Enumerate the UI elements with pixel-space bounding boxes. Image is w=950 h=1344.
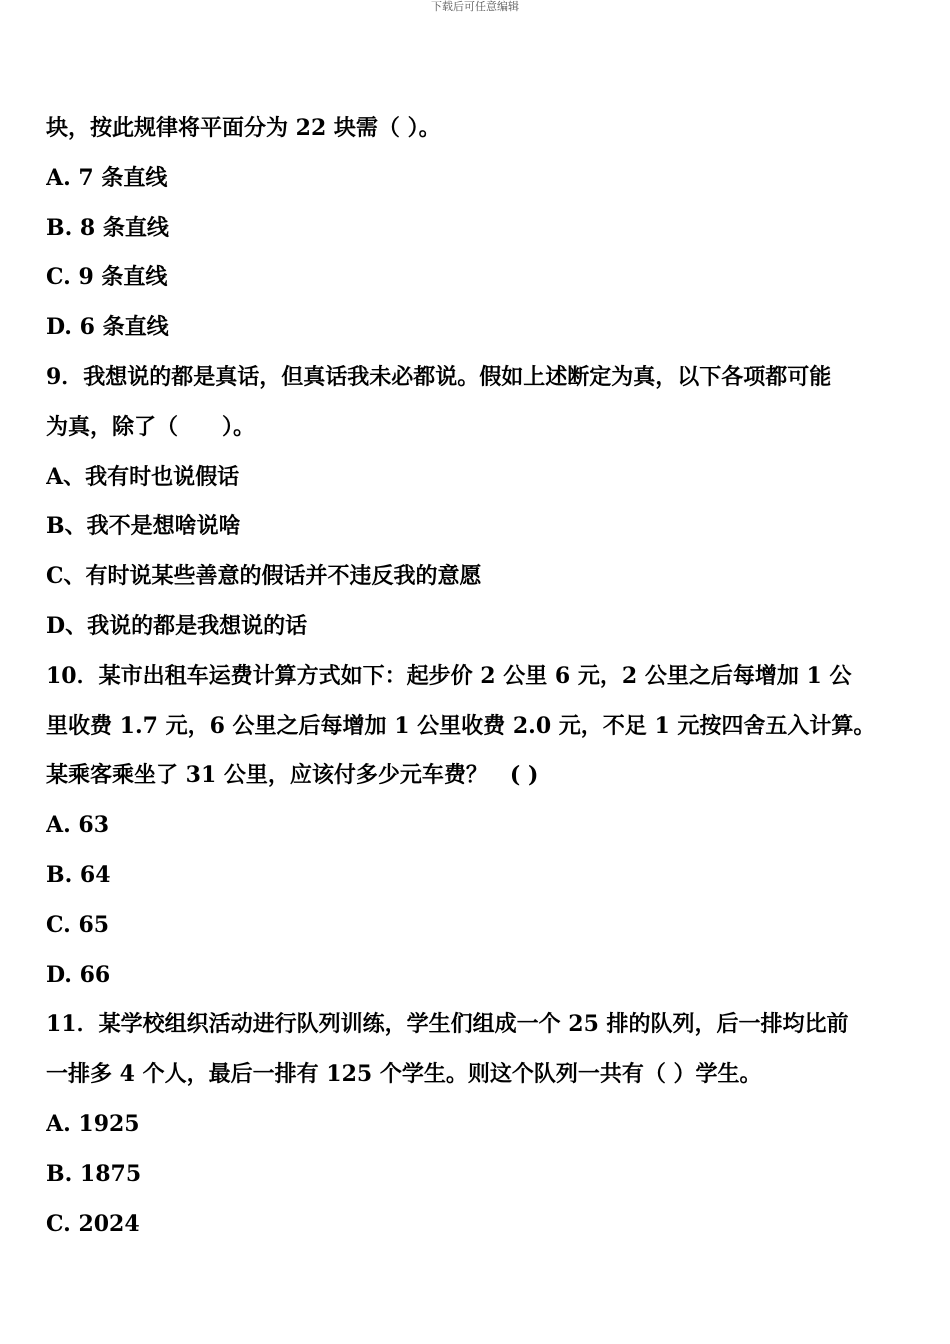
question-10-stem-line-1: 10．某市出租车运费计算方式如下：起步价 2 公里 6 元，2 公里之后每增加 1 公 [46, 662, 852, 689]
question-11-option-a: A. 1925 [46, 1110, 140, 1137]
question-11-option-c: C. 2024 [46, 1210, 140, 1237]
question-10-stem-line-3: 某乘客乘坐了 31 公里，应该付多少元车费？ ( ) [46, 762, 539, 789]
document-body [46, 104, 914, 1249]
question-8-option-d: D. 6 条直线 [46, 314, 169, 341]
question-9-stem-line-2: 为真，除了（ ）。 [46, 413, 256, 440]
question-10-option-b: B. 64 [46, 861, 111, 888]
question-11-option-b: B. 1875 [46, 1160, 142, 1187]
question-8-option-a: A. 7 条直线 [46, 164, 168, 191]
question-11-stem-line-1: 11．某学校组织活动进行队列训练，学生们组成一个 25 排的队列，后一排均比前 [46, 1011, 849, 1038]
question-9-option-c: C、有时说某些善意的假话并不违反我的意愿 [46, 563, 482, 590]
question-9-option-b: B、我不是想啥说啥 [46, 513, 241, 540]
question-9-option-d: D、我说的都是我想说的话 [46, 612, 308, 639]
question-10-option-a: A. 63 [46, 812, 110, 839]
page-header-note: 下载后可任意编辑 [431, 0, 519, 13]
question-10-option-d: D. 66 [46, 961, 111, 988]
question-10-stem-line-2: 里收费 1.7 元，6 公里之后每增加 1 公里收费 2.0 元，不足 1 元按四舍五入计算。 [46, 712, 876, 739]
question-8-option-b: B. 8 条直线 [46, 214, 169, 241]
question-9-option-a: A、我有时也说假话 [46, 463, 240, 490]
question-8-stem-continued: 块，按此规律将平面分为 22 块需（ ）。 [46, 115, 441, 141]
question-9-stem-line-1: 9．我想说的都是真话，但真话我未必都说。假如上述断定为真，以下各项都可能 [46, 363, 832, 390]
question-10-option-c: C. 65 [46, 911, 110, 938]
question-11-stem-line-2: 一排多 4 个人，最后一排有 125 个学生。则这个队列一共有（ ）学生。 [46, 1061, 762, 1088]
question-8-option-c: C. 9 条直线 [46, 264, 168, 291]
